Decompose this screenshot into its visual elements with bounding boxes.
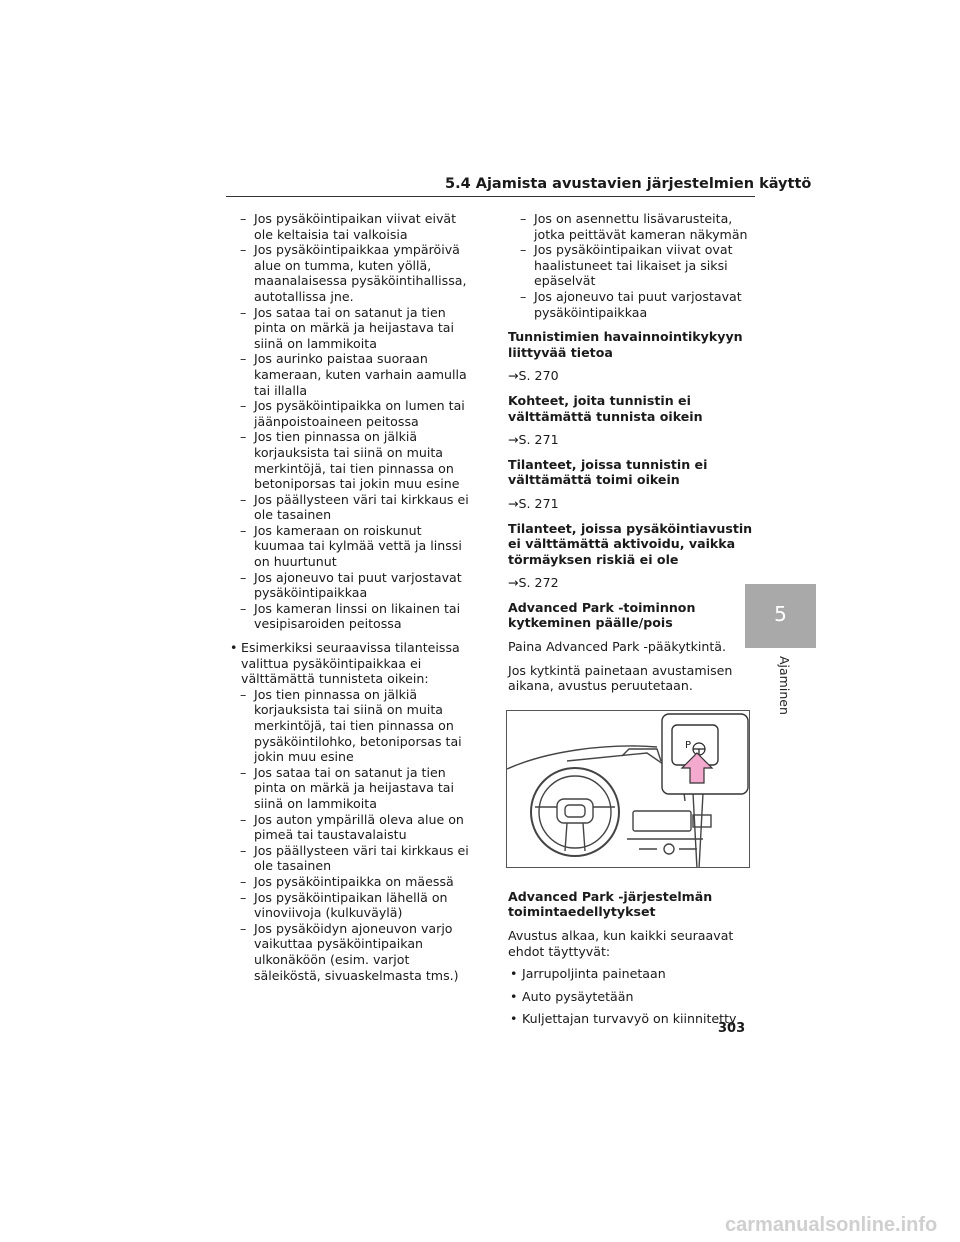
section-heading: Tunnistimien havainnointikykyyn liittyvää tietoa — [508, 329, 743, 360]
chapter-tab[interactable] — [745, 584, 816, 648]
section-heading: Tilanteet, joissa pysäköintiavustin ei välttämättä aktivoidu, vaikka törmäyksen riskiä ei ole — [508, 520, 753, 567]
list-item: – Jos sataa tai on satanut ja tien pinta on märkä ja heijastava tai siinä on lammikoita — [240, 764, 454, 811]
list-item: – Jos kameraan on roiskunut kuumaa tai kylmää vettä ja linssi on huurtunut — [240, 522, 462, 570]
dashboard-drawing — [507, 711, 750, 868]
section-heading: Kohteet, joita tunnistin ei välttämättä tunnista oikein — [508, 392, 703, 424]
left-column — [228, 211, 476, 983]
page-reference[interactable]: →S. 271 — [508, 495, 559, 511]
bullet-item: • Auto pysäytetään — [510, 988, 634, 1004]
paragraph: Avustus alkaa, kun kaikki seuraavat ehdot täyttyvät: — [508, 928, 734, 959]
section-heading: Tilanteet, joissa tunnistin ei välttämättä toimi oikein — [508, 456, 708, 488]
chapter-label: Ajaminen — [777, 656, 792, 715]
steering-emblem — [565, 805, 585, 817]
dash-list-b — [228, 687, 476, 983]
section-heading: Advanced Park -järjestelmän toimintaedellytykset — [508, 888, 713, 920]
list-item: – Jos pysäköidyn ajoneuvon varjo vaikuttaa pysäköintipaikan ulkonäköön (esim. varjot säleiköstä, sivuaskelmasta tms.) — [240, 920, 459, 983]
list-item: – Jos ajoneuvo tai puut varjostavat pysäköintipaikkaa — [240, 569, 462, 601]
bullet-item: • Kuljettajan turvavyö on kiinnitetty — [510, 1011, 737, 1027]
dash-list-a — [228, 211, 476, 632]
list-item: – Jos auton ympärillä oleva alue on pimeä tai taustavalaistu — [240, 811, 464, 843]
steering-wheel-inner — [539, 776, 611, 848]
list-item: – Jos päällysteen väri tai kirkkaus ei ole tasainen — [240, 842, 469, 874]
page-reference[interactable]: →S. 271 — [508, 432, 559, 448]
dashboard-illustration — [506, 710, 750, 868]
watermark: carmanualsonline.info — [725, 1214, 938, 1236]
page-reference[interactable]: →S. 270 — [508, 368, 559, 384]
list-item: – Jos pysäköintipaikkaa ympäröivä alue on tumma, kuten yöllä, maanalaisessa pysäköintihallissa, autotallissa jne. — [240, 242, 467, 304]
list-item: – Jos kameran linssi on likainen tai vesipisaroiden peitossa — [240, 600, 461, 632]
chapter-number: 5 — [774, 602, 787, 626]
list-item: – Jos päällysteen väri tai kirkkaus ei ole tasainen — [240, 491, 469, 523]
list-item: – Jos sataa tai on satanut ja tien pinta on märkä ja heijastava tai siinä on lammikoita — [240, 304, 454, 351]
steering-wheel-rim — [531, 768, 619, 856]
list-item: – Jos tien pinnassa on jälkiä korjauksista tai siinä on muita merkintöjä, tai tien pinnassa on betoniporsas tai jokin muu esine — [240, 429, 460, 492]
callout-line-right — [699, 793, 703, 868]
list-item: – Jos aurinko paistaa suoraan kameraan, kuten varhain aamulla tai illalla — [240, 351, 467, 398]
page-reference[interactable]: →S. 272 — [508, 575, 559, 591]
paragraph: Paina Advanced Park -pääkytkintä. — [508, 639, 727, 655]
bullet-item: • Esimerkiksi seuraavissa tilanteissa valittua pysäköintipaikkaa ei välttämättä tunnisteta oikein: — [230, 640, 460, 687]
section-heading: Advanced Park -toiminnon kytkeminen päälle/pois — [508, 599, 696, 631]
callout-line-left — [693, 793, 697, 868]
page-number: 303 — [718, 1021, 746, 1036]
switch-letter: P — [685, 740, 692, 751]
right-column — [508, 211, 756, 1027]
list-item: – Jos on asennettu lisävarusteita, jotka peittävät kameran näkymän — [520, 211, 748, 242]
page-header-title: 5.4 Ajamista avustavien järjestelmien käyttö — [445, 176, 812, 192]
list-item: – Jos tien pinnassa on jälkiä korjauksista tai siinä on muita merkintöjä, tai tien pinnassa on pysäköintilohko, betoniporsas tai jokin muu esine — [240, 686, 462, 765]
list-item: – Jos ajoneuvo tai puut varjostavat pysäköintipaikkaa — [520, 288, 742, 320]
console-knob — [664, 844, 674, 854]
center-screen — [633, 811, 691, 831]
paragraph: Jos kytkintä painetaan avustamisen aikana, avustus peruutetaan. — [508, 662, 733, 694]
steering-hub — [557, 799, 593, 823]
bullet-item: • Jarrupoljinta painetaan — [510, 966, 666, 982]
list-item: – Jos pysäköintipaikka on lumen tai jäänpoistoaineen peitossa — [240, 398, 465, 429]
header-rule — [226, 196, 755, 197]
list-item: – Jos pysäköintipaikan viivat ovat haalistuneet tai likaiset ja siksi epäselvät — [520, 242, 733, 289]
list-item: – Jos pysäköintipaikan lähellä on vinoviivoja (kulkuväylä) — [240, 889, 448, 921]
list-item: – Jos pysäköintipaikka on mäessä — [240, 873, 454, 889]
list-item: – Jos pysäköintipaikan viivat eivät ole keltaisia tai valkoisia — [240, 211, 457, 242]
